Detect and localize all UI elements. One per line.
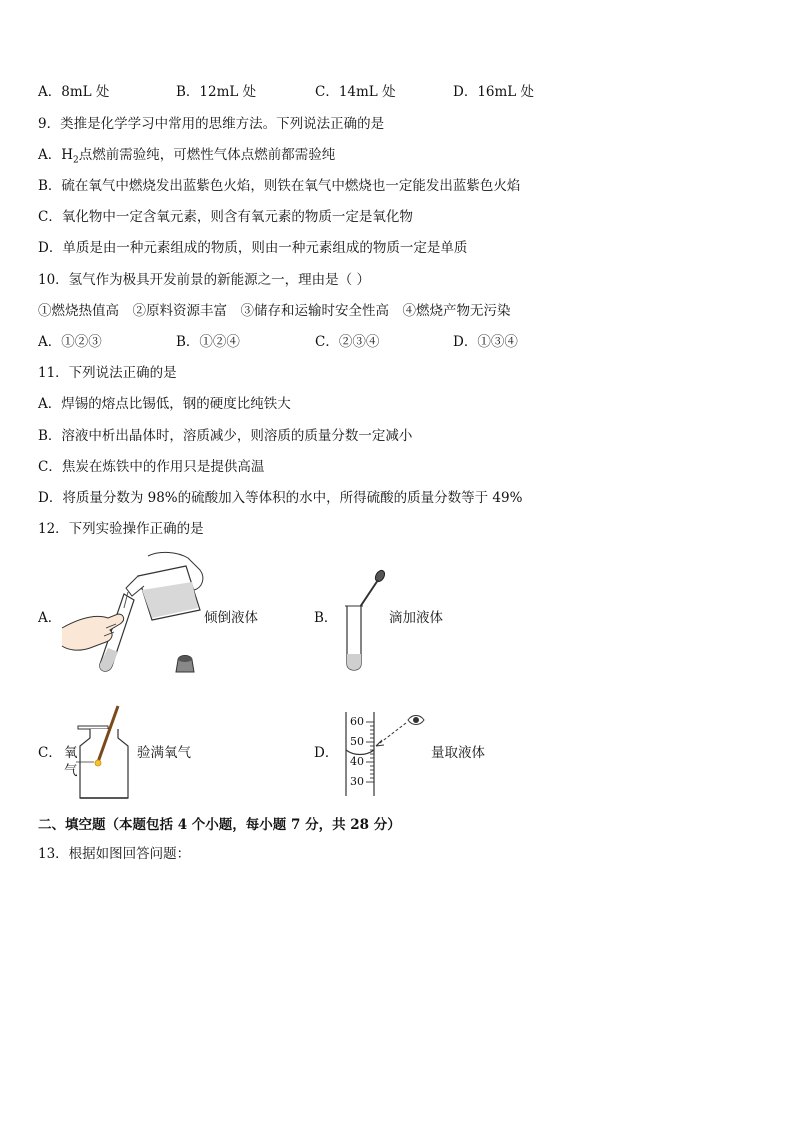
- q12-option-c-side-text-2: 气: [64, 763, 78, 779]
- q9-option-c: C．氧化物中一定含氧元素，则含有氧元素的物质一定是氧化物: [38, 209, 413, 225]
- cylinder-tick-60: 60: [350, 715, 364, 728]
- q11-option-a: A．焊锡的熔点比锡低，钢的硬度比纯铁大: [38, 396, 291, 412]
- q8-option-a: A．8mL 处: [38, 84, 110, 100]
- q12-option-d-letter: D．: [314, 745, 339, 761]
- q12-option-c-letter: C．: [38, 745, 62, 761]
- q9-option-a: [38, 146, 335, 170]
- q10-option-d: D．①③④: [453, 334, 518, 350]
- q8-option-d: D．16mL 处: [453, 84, 535, 100]
- q9-stem: 9．类推是化学学习中常用的思维方法。下列说法正确的是: [38, 116, 385, 132]
- q10-option-c: C．②③④: [315, 334, 380, 350]
- q12-option-b-label: 滴加液体: [389, 610, 443, 626]
- pouring-liquid-illustration: [60, 548, 210, 678]
- cylinder-tick-50: 50: [350, 735, 364, 748]
- q11-option-d: D．将质量分数为 98%的硫酸加入等体积的水中，所得硫酸的质量分数等于 49%: [38, 490, 523, 506]
- q9-a-subscript: 2: [73, 155, 79, 166]
- q12-option-b-letter: B．: [314, 610, 338, 626]
- q11-stem: 11．下列说法正确的是: [38, 365, 177, 381]
- q9-option-b: B．硫在氧气中燃烧发出蓝紫色火焰，则铁在氧气中燃烧也一定能发出蓝紫色火焰: [38, 178, 521, 194]
- q9-a-prefix: A．H: [38, 147, 74, 163]
- cylinder-tick-40: 40: [350, 755, 364, 768]
- q12-option-a-letter: A．: [38, 610, 62, 626]
- q8-option-b: B．12mL 处: [176, 84, 257, 100]
- q9-option-d: D．单质是由一种元素组成的物质，则由一种元素组成的物质一定是单质: [38, 240, 468, 256]
- q8-option-c: C．14mL 处: [315, 84, 396, 100]
- oxygen-bottle-illustration: [76, 704, 136, 802]
- q12-option-c-side-text-1: 氧: [64, 745, 78, 761]
- section-two-title: 二、填空题（本题包括 4 个小题，每小题 7 分，共 28 分）: [38, 817, 401, 833]
- q11-option-b: B．溶液中析出晶体时，溶质减少，则溶质的质量分数一定减小: [38, 428, 413, 444]
- q13-stem: 13．根据如图回答问题：: [38, 846, 191, 862]
- q10-reasons: ①燃烧热值高 ②原料资源丰富 ③储存和运输时安全性高 ④燃烧产物无污染: [38, 303, 511, 319]
- q10-option-b: B．①②④: [176, 334, 240, 350]
- q12-option-c-label: 验满氧气: [137, 745, 191, 761]
- q12-stem: 12．下列实验操作正确的是: [38, 521, 204, 537]
- q9-a-suffix: 点燃前需验纯，可燃性气体点燃前都需验纯: [78, 147, 336, 163]
- q10-stem: 10．氢气作为极具开发前景的新能源之一，理由是（ ）: [38, 272, 370, 288]
- dropping-liquid-illustration: [340, 568, 390, 672]
- q10-option-a: A．①②③: [38, 334, 102, 350]
- q12-option-d-label: 量取液体: [431, 745, 485, 761]
- q12-option-a-label: 倾倒液体: [204, 610, 258, 626]
- q11-option-c: C．焦炭在炼铁中的作用只是提供高温: [38, 459, 265, 475]
- cylinder-tick-30: 30: [350, 775, 364, 788]
